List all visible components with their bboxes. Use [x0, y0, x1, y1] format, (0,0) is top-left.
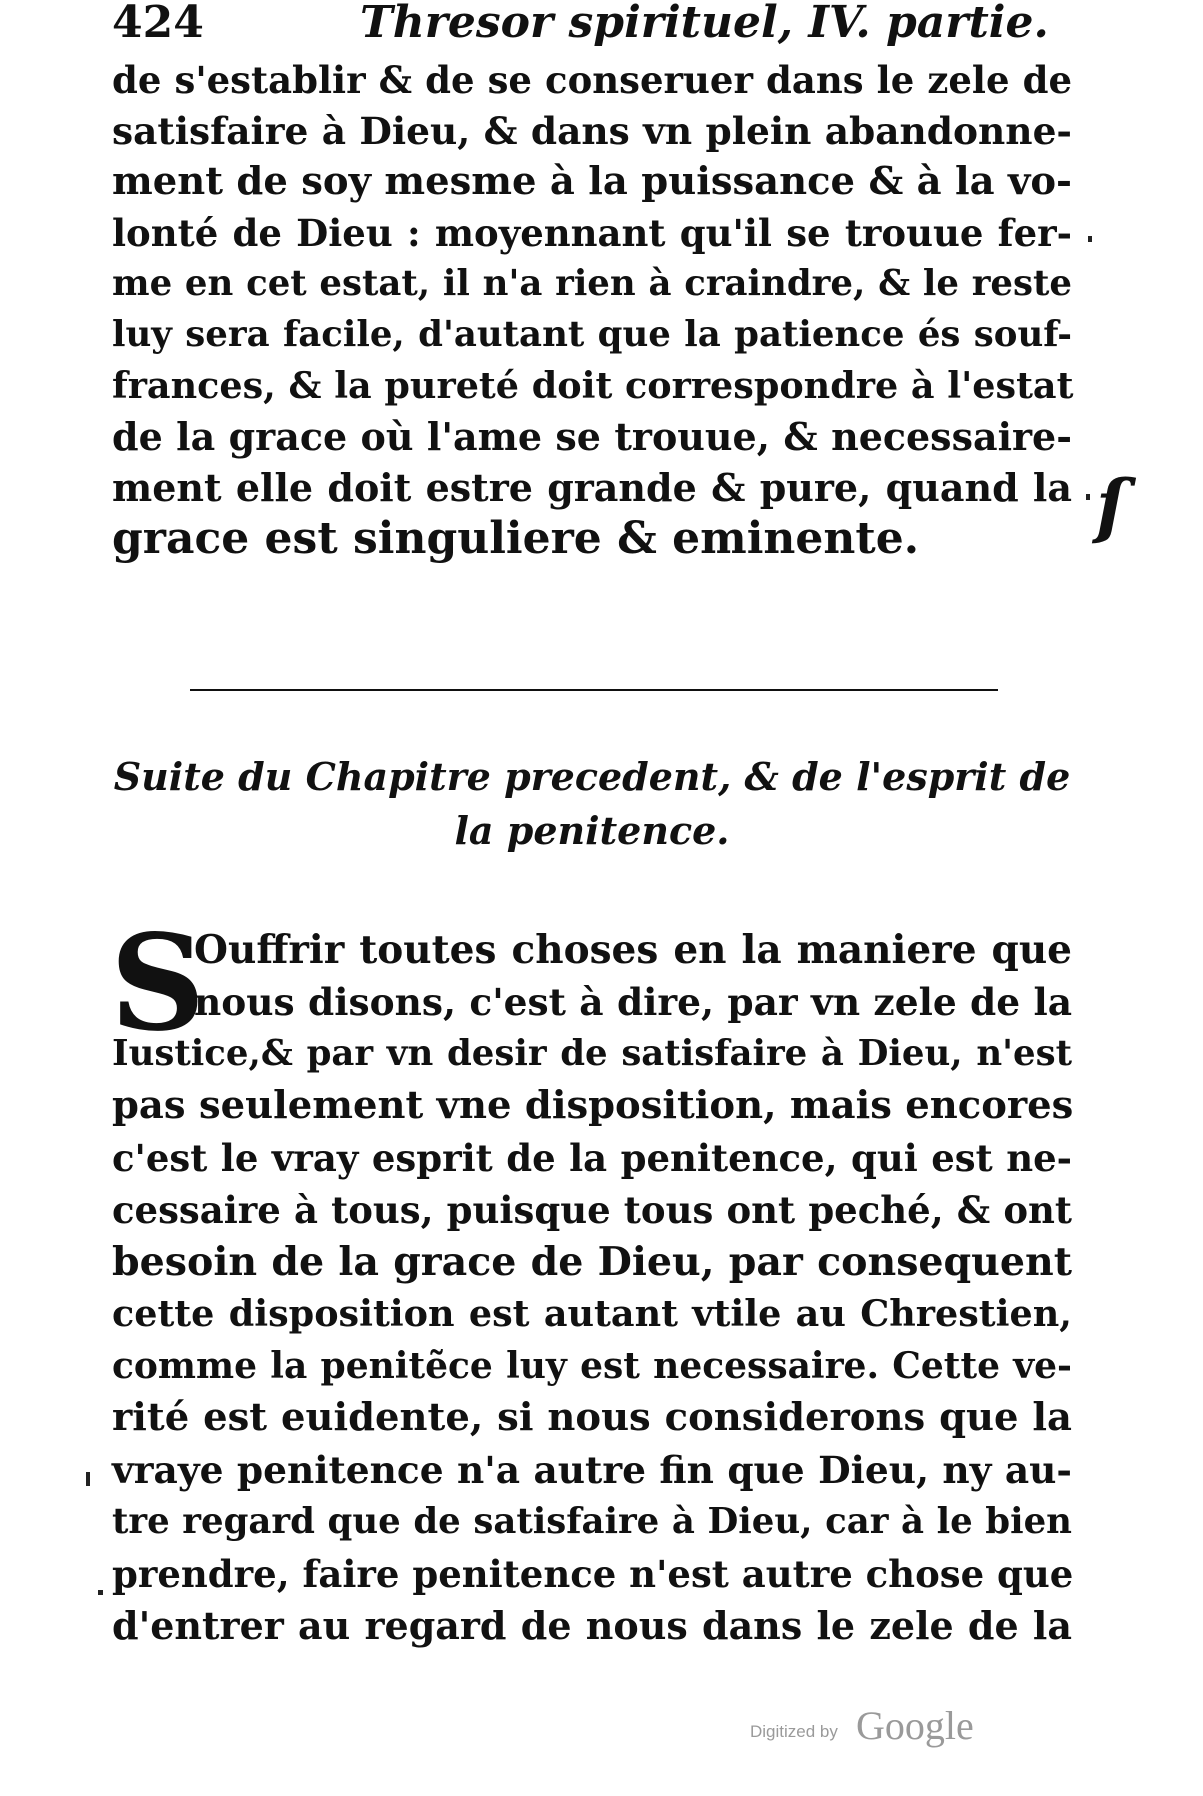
text-line: frances, & la pureté doit correspondre à l'estat	[112, 364, 1074, 407]
section-heading-line: la penitence.	[454, 808, 730, 853]
running-title: Thresor spirituel, IV. partie.	[360, 0, 1049, 48]
text-line: comme la penitẽce luy est necessaire. Cette ve-	[112, 1345, 1072, 1387]
digitized-by-google-watermark	[750, 1703, 1050, 1748]
page-number: 424	[112, 0, 204, 48]
ink-speck	[86, 1472, 90, 1486]
text-line: tre regard que de satisfaire à Dieu, car à le bien	[112, 1501, 1072, 1542]
text-line: grace est singuliere & eminente.	[112, 513, 920, 564]
text-line: cette disposition est autant vtile au Chrestien,	[112, 1292, 1072, 1335]
text-line: d'entrer au regard de nous dans le zele de la	[112, 1603, 1072, 1648]
text-line: pas seulement vne disposition, mais encores	[112, 1083, 1074, 1128]
section-heading-line: Suite du Chapitre precedent, & de l'esprit de	[113, 754, 1071, 799]
text-line: c'est le vray esprit de la penitence, qui est ne-	[112, 1136, 1072, 1180]
text-line: satisfaire à Dieu, & dans vn plein abandonne-	[112, 109, 1072, 153]
text-line: de s'establir & de se conseruer dans le zele de	[112, 58, 1072, 102]
text-line: cessaire à tous, puisque tous ont peché, & ont	[112, 1188, 1072, 1232]
text-line: luy sera facile, d'autant que la patience és souf-	[112, 314, 1072, 355]
ink-speck	[1088, 236, 1092, 242]
google-logo: Google	[856, 1703, 974, 1748]
watermark-prefix: Digitized by	[750, 1722, 838, 1741]
text-line: me en cet estat, il n'a rien à craindre, & le reste	[112, 263, 1072, 304]
ink-speck	[98, 1590, 103, 1595]
text-line: besoin de la grace de Dieu, par consequent	[112, 1239, 1072, 1285]
marginal-mark: ſ	[1096, 464, 1127, 547]
text-line: de la grace où l'ame se trouue, & necessaire-	[112, 414, 1072, 459]
ink-speck	[1086, 494, 1090, 500]
text-line: lonté de Dieu : moyennant qu'il se trouue fer-	[112, 211, 1072, 255]
text-line: Iustice,& par vn desir de satisfaire à Dieu, n'est	[112, 1033, 1072, 1074]
running-head	[112, 0, 1072, 46]
text-line: rité est euidente, si nous considerons que la	[112, 1395, 1072, 1440]
text-line: prendre, faire penitence n'est autre chose que	[112, 1552, 1074, 1596]
text-line: Ouffrir toutes choses en la maniere que	[194, 927, 1072, 973]
section-divider-rule	[190, 689, 998, 691]
text-line: ment elle doit estre grande & pure, quand la	[112, 465, 1072, 510]
text-line: nous disons, c'est à dire, par vn zele de la	[194, 980, 1072, 1024]
text-line: vraye penitence n'a autre fin que Dieu, ny au-	[112, 1448, 1072, 1492]
text-line: ment de soy mesme à la puissance & à la vo-	[112, 159, 1072, 204]
drop-cap: S	[110, 906, 206, 1061]
